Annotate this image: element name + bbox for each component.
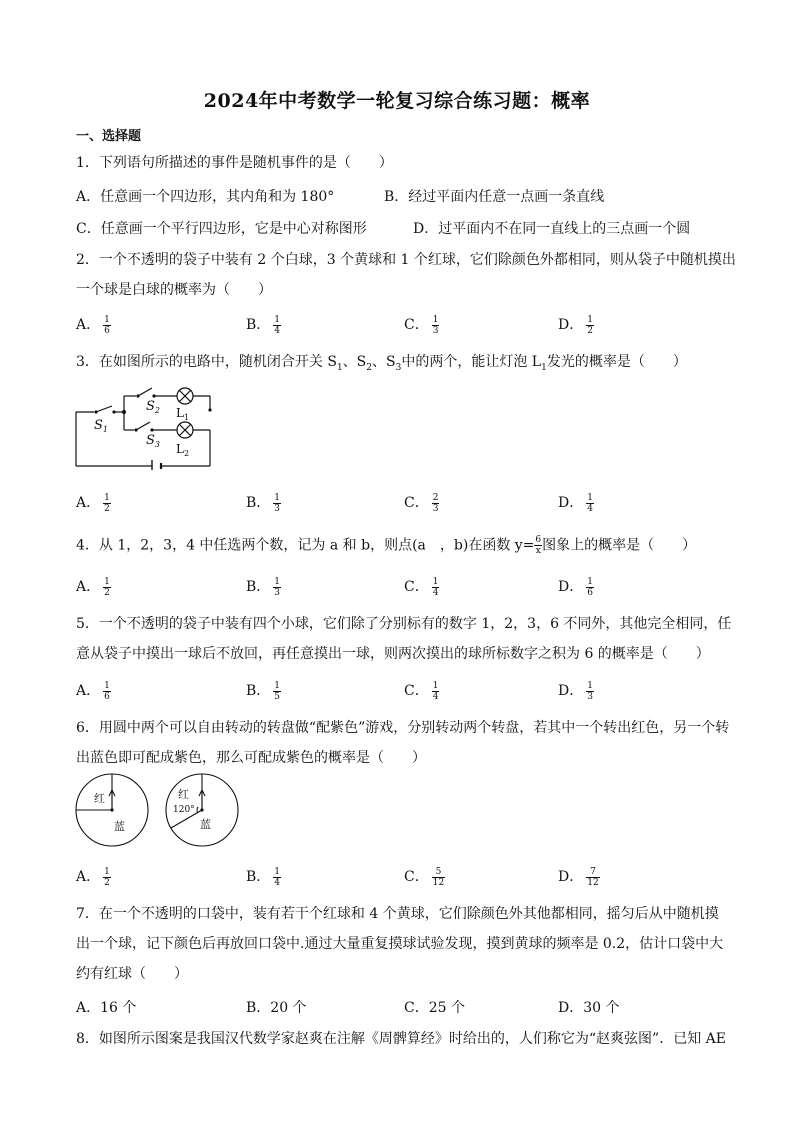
- question-2-stem-line-1: 2．一个不透明的袋子中装有 2 个白球，3 个黄球和 1 个红球，它们除颜色外都相同，则从袋子中随机摸出: [76, 252, 736, 268]
- question-6-option-a: A． $\frac{1}{2}$: [76, 866, 110, 888]
- section-heading: 一、选择题: [76, 129, 142, 144]
- question-2-option-a: A． $\frac{1}{6}$: [76, 314, 110, 336]
- question-1-option-c: C．任意画一个平行四边形，它是中心对称图形: [76, 221, 367, 237]
- question-7-option-d: D．30 个: [558, 1000, 620, 1016]
- question-5-option-b: B． $\frac{1}{5}$: [246, 680, 281, 702]
- spinner-2-blue-label: 蓝: [200, 818, 211, 831]
- l2-label: $L_2$: [176, 442, 190, 458]
- question-7-stem-line-2: 出一个球，记下颜色后再放回口袋中.通过大量重复摸球试验发现，摸到黄球的频率是 0.2，估计口袋中大: [76, 936, 724, 952]
- question-1-stem: 1．下列语句所描述的事件是随机事件的是（ ）: [76, 155, 393, 171]
- question-6-stem-line-2: 出蓝色即可配成紫色，那么可配成紫色的概率是（ ）: [76, 750, 426, 766]
- question-1-option-b: B．经过平面内任意一点画一条直线: [384, 189, 605, 205]
- question-4-option-d: D． $\frac{1}{6}$: [558, 576, 593, 598]
- question-4-option-a: A． $\frac{1}{2}$: [76, 576, 110, 598]
- question-3-option-a: A． $\frac{1}{2}$: [76, 492, 110, 514]
- question-2-option-c: C． $\frac{1}{3}$: [404, 314, 439, 336]
- question-2-option-b: B． $\frac{1}{4}$: [246, 314, 281, 336]
- question-1-option-d: D．过平面内不在同一直线上的三点画一个圆: [413, 221, 691, 237]
- question-2-option-d: D． $\frac{1}{2}$: [558, 314, 593, 336]
- question-3-option-d: D． $\frac{1}{4}$: [558, 492, 593, 514]
- question-4-stem: 4．从 1，2，3，4 中任选两个数，记为 a 和 b，则点(a ，b)在函数 y= $\frac{6}{x}$ 图象上的概率是（ ）: [76, 535, 697, 556]
- question-6-option-d: D． $\frac{7}{12}$: [558, 866, 599, 888]
- s2-label: $S_2$: [146, 399, 160, 415]
- spinner-1-red-label: 红: [94, 792, 105, 805]
- circuit-diagram: [72, 378, 222, 470]
- question-6-option-b: B． $\frac{1}{4}$: [246, 866, 281, 888]
- spinner-2-red-label: 红: [178, 788, 189, 801]
- s3-label: $S_3$: [146, 433, 160, 449]
- question-8-stem-line-1: 8．如图所示图案是我国汉代数学家赵爽在注解《周髀算经》时给出的，人们称它为“赵爽弦图”．已知 AE: [76, 1031, 726, 1047]
- question-6-stem-line-1: 6．用圆中两个可以自由转动的转盘做“配紫色”游戏，分别转动两个转盘，若其中一个转出红色，另一个转: [76, 720, 730, 736]
- question-7-option-b: B．20 个: [246, 1000, 307, 1016]
- question-7-stem-line-3: 约有红球（ ）: [76, 966, 188, 982]
- question-7-option-c: C．25 个: [404, 1000, 465, 1016]
- question-4-option-c: C． $\frac{1}{4}$: [404, 576, 439, 598]
- question-2-stem-line-2: 一个球是白球的概率为（ ）: [76, 282, 272, 298]
- question-7-stem-line-1: 7．在一个不透明的口袋中，装有若干个红球和 4 个黄球，它们除颜色外其他都相同，摇匀后从中随机摸: [76, 906, 719, 922]
- question-4-option-b: B． $\frac{1}{3}$: [246, 576, 281, 598]
- page-title: 2024年中考数学一轮复习综合练习题：概率: [203, 90, 591, 112]
- s1-label: $S_1$: [94, 418, 108, 434]
- question-3-stem: 3．在如图所示的电路中，随机闭合开关 $S_1$、$S_2$、$S_3$中的两个，能让灯泡 $L_1$发光的概率是（ ）: [76, 354, 687, 373]
- question-5-option-d: D． $\frac{1}{3}$: [558, 680, 593, 702]
- spinner-2-angle-label: 120°: [173, 805, 195, 815]
- question-6-option-c: C． $\frac{5}{12}$: [404, 866, 445, 888]
- question-5-stem-line-2: 意从袋子中摸出一球后不放回，再任意摸出一球，则两次摸出的球所标数字之积为 6 的概率是（ ）: [76, 646, 710, 662]
- question-3-option-c: C． $\frac{2}{3}$: [404, 492, 439, 514]
- question-5-stem-line-1: 5．一个不透明的袋子中装有四个小球，它们除了分别标有的数字 1，2，3，6 不同外，其他完全相同，任: [76, 616, 732, 632]
- question-5-option-a: A． $\frac{1}{6}$: [76, 680, 110, 702]
- question-5-option-c: C． $\frac{1}{4}$: [404, 680, 439, 702]
- question-3-option-b: B． $\frac{1}{3}$: [246, 492, 281, 514]
- l1-label: $L_1$: [176, 406, 190, 422]
- spinner-1-blue-label: 蓝: [114, 820, 125, 833]
- question-1-option-a: A．任意画一个四边形，其内角和为 180°: [76, 189, 335, 205]
- question-7-option-a: A．16 个: [76, 1000, 137, 1016]
- spinner-diagram: [74, 772, 242, 852]
